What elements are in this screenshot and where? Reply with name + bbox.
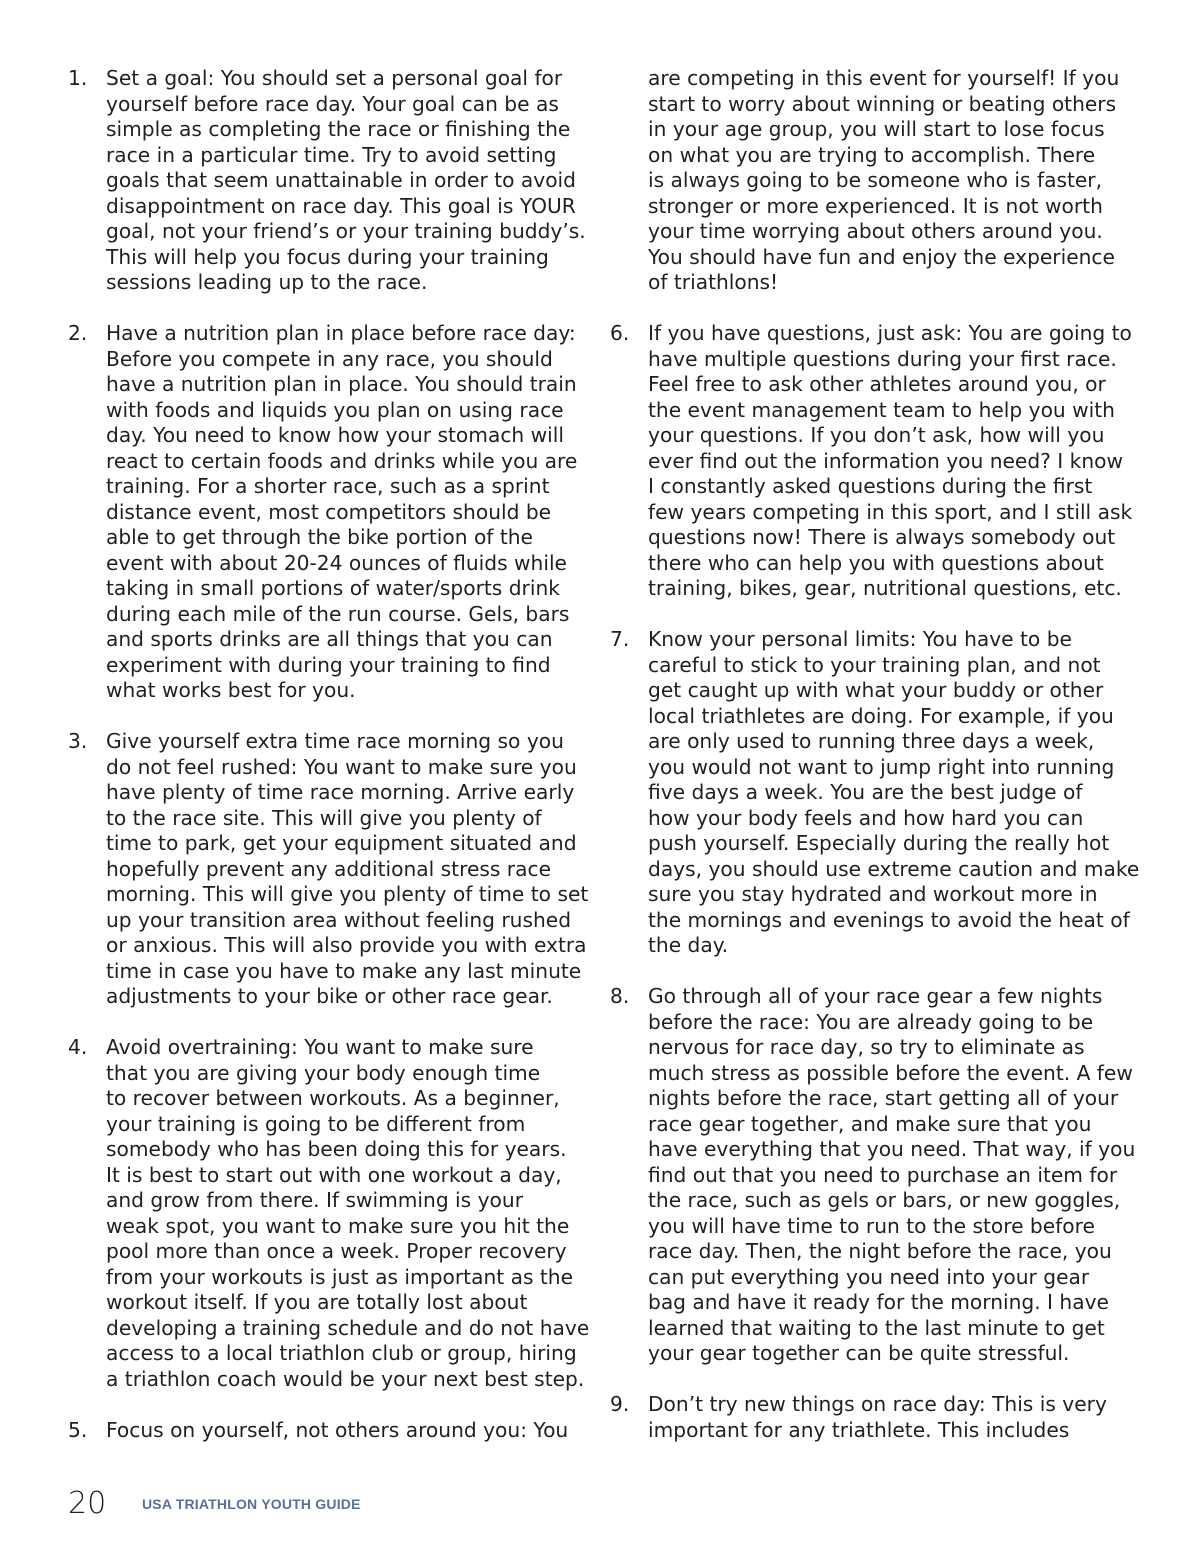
list-item-number: 5. <box>68 1417 88 1442</box>
list-item-text: Don’t try new things on race day: This is very important for any triathlete. This includes <box>648 1392 1107 1442</box>
list-item-text: Go through all of your race gear a few nights before the race: You are already going to be nervous for race day, so try to eliminate as much stress as possible before the event. A few nights before the race, start getting all of your race gear together, and make sure that you have everything that you need. That way, if you find out that you need to purchase an item for the race, such as gels or bars, or new goggles, you will have time to run to the store before race day. Then, the night before the race, you can put everything you need into your gear bag and have it ready for the morning. I have learned that waiting to the last minute to get your gear together can be quite stressful. <box>648 984 1136 1365</box>
list-item-text: If you have questions, just ask: You are going to have multiple questions during your first race. Feel free to ask other athletes around you, or the event management team to help you with your questions. If you don’t ask, how will you ever find out the information you need? I know I constantly asked questions during the first few years competing in this sport, and I still ask questions now! There is always somebody out there who can help you with questions about training, bikes, gear, nutritional questions, etc. <box>648 321 1133 600</box>
list-item-5-continued <box>610 66 1140 296</box>
list-item-number: 9. <box>610 1392 630 1416</box>
list-item-7 <box>610 627 1140 959</box>
list-item-6 <box>610 321 1140 602</box>
list-item-2 <box>68 321 598 704</box>
list-item-number: 3. <box>68 729 88 753</box>
list-item-number: 2. <box>68 321 88 345</box>
list-item-number: 1. <box>68 66 88 90</box>
list-item-text: Have a nutrition plan in place before race day: Before you compete in any race, you should have a nutrition plan in place. You should train with foods and liquids you plan on using race day. You need to know how your stomach will react to certain foods and drinks while you are training. For a shorter race, such as a sprint distance event, most competitors should be able to get through the bike portion of the event with about 20-24 ounces of fluids while taking in small portions of water/sports drink during each mile of the run course. Gels, bars and sports drinks are all things that you can experiment with during your training to find what works best for you. <box>106 321 578 702</box>
right-column <box>610 66 1140 1469</box>
list-item-number: 7. <box>610 627 630 651</box>
list-item-text: Give yourself extra time race morning so you do not feel rushed: You want to make sure you have plenty of time race morning. Arrive early to the race site. This will give you plenty of time to park, get your equipment situated and hopefully prevent any additional stress race morning. This will give you plenty of time to set up your transition area without feeling rushed or anxious. This will also provide you with extra time in case you have to make any last minute adjustments to your bike or other race gear. <box>106 729 589 1008</box>
left-column <box>68 66 598 1469</box>
list-item-text: Focus on yourself, not others around you: You <box>106 1417 569 1442</box>
list-item-text: Avoid overtraining: You want to make sure that you are giving your body enough time to recover between workouts. As a beginner, your training is going to be different from somebody who has been doing this for years. It is best to start out with one workout a day, and grow from there. If swimming is your weak spot, you want to make sure you hit the pool more than once a week. Proper recovery from your workouts is just as important as the workout itself. If you are totally lost about developing a training schedule and do not have access to a local triathlon club or group, hiring a triathlon coach would be your next best step. <box>106 1035 590 1391</box>
list-item-8 <box>610 984 1140 1367</box>
list-item-text: Set a goal: You should set a personal goal for yourself before race day. Your goal can be as simple as completing the race or finishing the race in a particular time. Try to avoid setting goals that seem unattainable in order to avoid disappointment on race day. This goal is YOUR goal, not your friend’s or your training buddy’s. This will help you focus during your training sessions leading up to the race. <box>106 66 586 294</box>
list-item-3 <box>68 729 598 1010</box>
list-item-1 <box>68 66 598 296</box>
list-item-text: are competing in this event for yourself! If you start to worry about winning or beating others in your age group, you will start to lose focus on what you are trying to accomplish. There is always going to be someone who is faster, stronger or more experienced. It is not worth your time worrying about others around you. You should have fun and enjoy the experience of triathlons! <box>648 66 1120 294</box>
list-item-4 <box>68 1035 598 1392</box>
list-item-9 <box>610 1392 1140 1443</box>
list-item-number: 6. <box>610 321 630 345</box>
guide-title: USA TRIATHLON YOUTH GUIDE <box>142 1496 361 1512</box>
list-item-number: 4. <box>68 1035 88 1059</box>
page-number: 20 <box>68 1486 107 1521</box>
list-item-number: 8. <box>610 984 630 1008</box>
list-item-text: Know your personal limits: You have to be careful to stick to your training plan, and not get caught up with what your buddy or other local triathletes are doing. For example, if you are only used to running three days a week, you would not want to jump right into running five days a week. You are the best judge of how your body feels and how hard you can push yourself. Especially during the really hot days, you should use extreme caution and make sure you stay hydrated and workout more in the mornings and evenings to avoid the heat of the day. <box>648 627 1140 957</box>
list-item-5 <box>68 1418 598 1444</box>
